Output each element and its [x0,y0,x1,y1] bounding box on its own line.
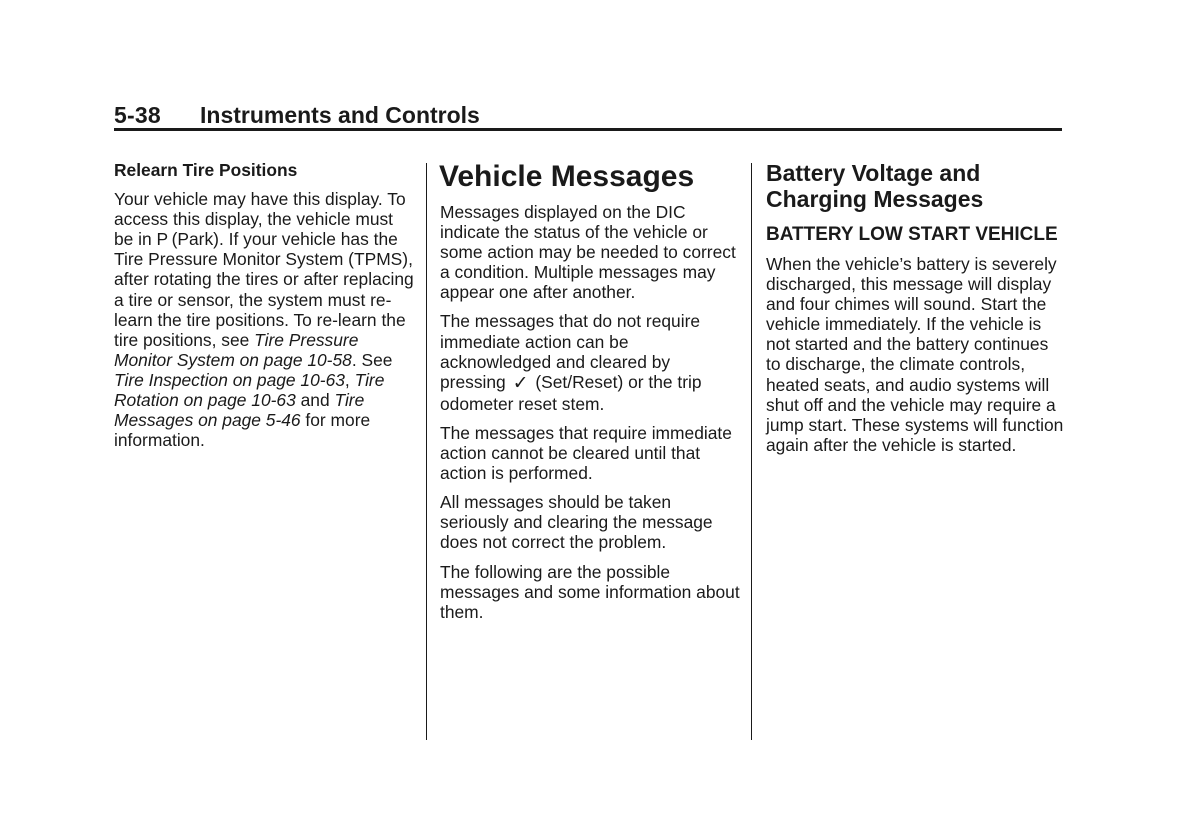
relearn-text-e: for more information. [114,410,371,451]
vehicle-messages-p2 [440,311,740,413]
relearn-text-c: , [344,369,355,390]
column-battery-messages [766,160,1064,464]
vehicle-messages-p3: The messages that require immediate action cannot be cleared until that action is performed. [440,422,732,484]
heading-vehicle-messages: Vehicle Messages [439,160,695,193]
column-relearn-tire-positions [114,160,414,459]
heading-battery-voltage: Battery Voltage and Charging Messages [766,160,984,212]
section-title: Instruments and Controls [200,102,480,128]
link-tire-inspection[interactable]: Tire Inspection on page 10-63 [114,369,345,390]
column-divider-1 [426,163,427,740]
relearn-text-a: Your vehicle may have this display. To access this display, the vehicle must be in P (Park). If your vehicle has the Tire Pressure Monitor System (TPMS), after rotating the tires or after replacing a tire or sensor, the system must re-learn the tire positions. To re-learn the tire positions, see [114,189,414,350]
page-header [114,100,1062,130]
link-tire-pressure-monitor-system[interactable]: Tire Pressure Monitor System on page 10-58 [114,329,359,370]
subheading-relearn-tire-positions: Relearn Tire Positions [114,160,298,180]
column-divider-2 [751,163,752,740]
vehicle-messages-p1: Messages displayed on the DIC indicate the status of the vehicle or some action may be needed to correct a condition. Multiple messages may appear one after another. [440,202,736,303]
relearn-text-d: and [295,390,335,411]
battery-low-paragraph: When the vehicle’s battery is severely discharged, this message will display and four chimes will sound. Start the vehicle immediately. If the vehicle is not started and the battery continues to discharge, the climate controls, heated seats, and audio systems will shut off and the vehicle may require a jump start. These systems will function again after the vehicle is started. [766,254,1064,455]
relearn-paragraph [114,189,414,450]
header-rule [114,128,1062,131]
subheading-battery-low: BATTERY LOW START VEHICLE [766,224,1058,245]
link-tire-messages[interactable]: Tire Messages on page 5-46 [114,390,365,431]
vehicle-messages-p2-a: The messages that do not require immediate action can be acknowledged and cleared by pressing [440,311,701,392]
checkmark-icon: ✓ [512,372,529,394]
vehicle-messages-p5: The following are the possible messages and some information about them. [440,561,740,622]
relearn-text-b: . See [351,349,393,370]
link-tire-rotation[interactable]: Tire Rotation on page 10-63 [114,369,385,411]
page-number: 5-38 [114,102,161,128]
column-vehicle-messages [440,160,740,631]
vehicle-messages-p2-b: (Set/Reset) or the trip odometer reset stem. [440,371,702,414]
vehicle-messages-p4: All messages should be taken seriously and clearing the message does not correct the problem. [440,492,713,553]
